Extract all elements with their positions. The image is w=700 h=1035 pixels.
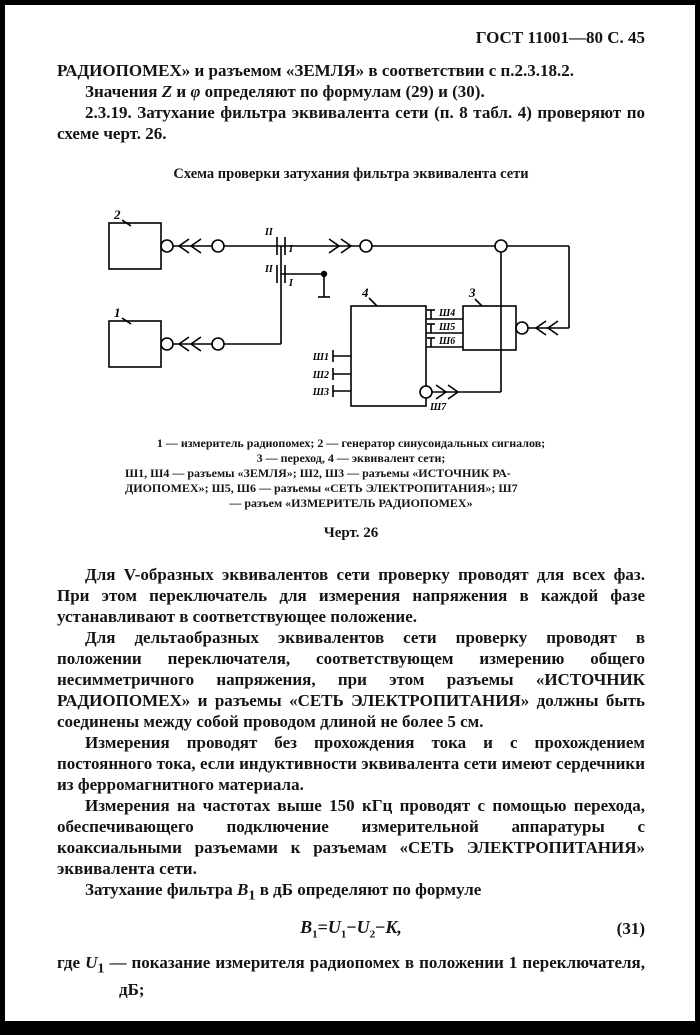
paragraph-measurements-150khz: Измерения на частотах выше 150 кГц проводят с помощью перехода, обеспечивающего подключение измерительной аппаратуры с коаксиальными разъемами к разъемам «СЕТЬ ЭЛЕКТРОПИТАНИЯ» эквивалента сети.	[57, 796, 645, 878]
device-label-2: 2	[114, 209, 121, 222]
paragraph-attenuation-intro	[57, 879, 645, 906]
paragraph-values	[57, 81, 645, 102]
variable-u1: U	[85, 952, 98, 972]
text-segment: Значения	[85, 82, 162, 101]
connector-label-sh4: Ш4	[439, 308, 456, 319]
variable-z: Z	[161, 82, 173, 101]
connector-circle-sh7	[420, 386, 432, 398]
text-segment: Затухание фильтра	[85, 880, 238, 899]
figure-number: Черт. 26	[323, 525, 379, 541]
adapter-box	[463, 306, 516, 350]
device-label-4: 4	[362, 285, 369, 300]
variable-b-sub: 1	[248, 887, 256, 904]
operator: −	[346, 917, 357, 938]
variable-b: B	[237, 880, 249, 899]
variable-u1: U	[327, 917, 341, 938]
variable-b: B	[300, 917, 313, 938]
connector-circle	[212, 240, 224, 252]
text-segment: и	[172, 82, 191, 101]
meter-box	[109, 321, 161, 367]
connector-circle	[161, 240, 173, 252]
subscript: 1	[312, 928, 318, 941]
operator: =	[317, 917, 328, 938]
caption-line: — разъем «ИЗМЕРИТЕЛЬ РАДИОПОМЕХ»	[229, 496, 473, 510]
switch-pos-label: II	[265, 264, 273, 275]
switch-pos-label: II	[265, 227, 273, 238]
figure-title: Схема проверки затухания фильтра эквивалента сети	[173, 166, 529, 182]
caption-line: 3 — переход, 4 — эквивалент сети;	[256, 451, 446, 465]
variable-phi: φ	[190, 82, 201, 101]
paragraph-measurements-current: Измерения проводят без прохождения тока и с прохождением постоянного тока, если индуктивности эквивалента сети имеют сердечники из ферромагнитного материала.	[57, 733, 645, 794]
formula-number: (31)	[616, 919, 645, 939]
variable-u2: U	[356, 917, 370, 938]
figure-caption	[125, 436, 577, 511]
paragraph-clause-2319: 2.3.19. Затухание фильтра эквивалента сети (п. 8 табл. 4) проверяют по схеме черт. 26.	[57, 103, 645, 143]
connector-circle	[161, 338, 173, 350]
variable-k: K,	[385, 917, 402, 938]
device-label-1: 1	[114, 305, 121, 320]
caption-line: ДИОПОМЕХ»; Ш5, Ш6 — разъемы «СЕТЬ ЭЛЕКТРОПИТАНИЯ»; Ш7	[125, 481, 518, 495]
connector-label-sh7: Ш7	[430, 402, 447, 413]
circuit-diagram	[81, 209, 621, 424]
subscript: 1	[340, 928, 347, 941]
connector-circle	[360, 240, 372, 252]
switch-pos-label: I	[289, 278, 293, 289]
where-clause	[57, 952, 645, 1000]
switch-pos-label: I	[289, 244, 293, 255]
page-header	[57, 27, 645, 48]
paragraph-continuation: РАДИОПОМЕХ» и разъемом «ЗЕМЛЯ» в соответствии с п.2.3.18.2.	[57, 61, 575, 80]
diagram-wires	[109, 220, 569, 406]
connector-label-sh3: Ш3	[312, 387, 329, 398]
paragraph-v-shaped: Для V-образных эквивалентов сети проверку проводят для всех фаз. При этом переключатель для измерения напряжения в каждой фазе устанавливают в соответствующее положение.	[57, 565, 645, 626]
connector-label-sh5: Ш5	[439, 322, 456, 333]
body-text	[57, 564, 645, 906]
caption-line: Ш1, Ш4 — разъемы «ЗЕМЛЯ»; Ш2, Ш3 — разъемы «ИСТОЧНИК РА-	[125, 466, 511, 480]
paragraph-delta-shaped: Для дельтаобразных эквивалентов сети проверку проводят в положении переключателя, соответствующем измерению общего несимметричного напряжения, при этом разъемы «ИСТОЧНИК РАДИОПОМЕХ» и разъемы «СЕТЬ ЭЛЕКТРОПИТАНИЯ» должны быть соединены между собой проводом длиной не более 5 см.	[57, 628, 645, 731]
subscript: 2	[369, 928, 376, 941]
formula-expression	[300, 917, 402, 941]
text-segment: — показание измерителя радиопомех в положении 1 переключателя, дБ;	[104, 952, 645, 1000]
connector-label-sh6: Ш6	[439, 336, 456, 347]
operator: −	[375, 917, 386, 938]
subscript: 1	[97, 960, 105, 977]
connector-circle	[495, 240, 507, 252]
text-segment: определяют по формулам (29) и (30).	[200, 82, 485, 101]
connector-label-sh2: Ш2	[312, 370, 329, 381]
junction-dot	[321, 271, 327, 277]
formula-31	[57, 915, 645, 947]
text-segment: в дБ определяют по формуле	[255, 880, 482, 899]
standard-number: ГОСТ 11001—80 С. 45	[475, 28, 645, 47]
device-label-3: 3	[469, 285, 476, 300]
figure-block	[57, 166, 645, 542]
generator-box	[109, 223, 161, 269]
connector-circle	[516, 322, 528, 334]
connector-label-sh1: Ш1	[312, 352, 329, 363]
text-segment: где	[57, 952, 86, 972]
network-equivalent-box	[351, 306, 426, 406]
connector-circle	[212, 338, 224, 350]
caption-line: 1 — измеритель радиопомех; 2 — генератор синусоидальных сигналов;	[156, 436, 546, 450]
